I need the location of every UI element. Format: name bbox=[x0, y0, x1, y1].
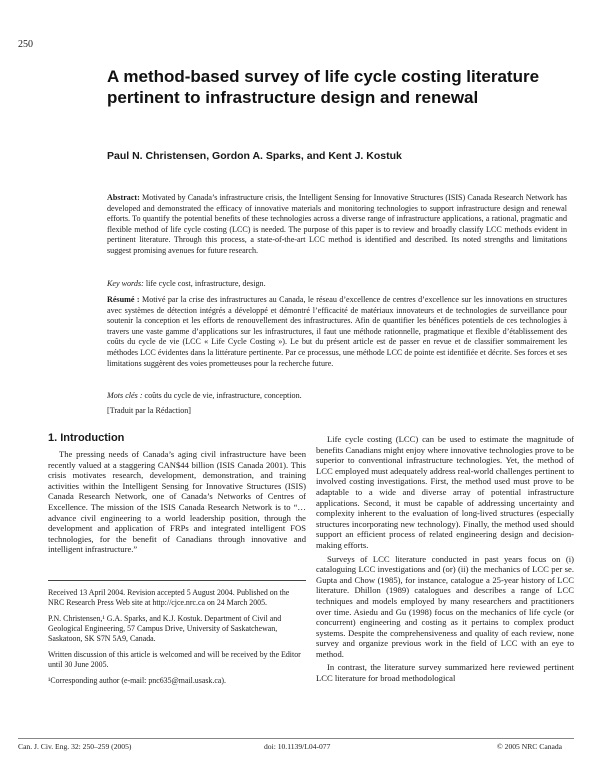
translation-note: [Traduit par la Rédaction] bbox=[107, 406, 191, 415]
abstract bbox=[107, 193, 567, 257]
footer-rule bbox=[18, 738, 574, 739]
right-paragraph-2: Surveys of LCC literature conducted in past years focus on (i) cataloguing LCC investigations and (or) (ii) the mechanics of LCC per se. Gupta and Chow (1985), for instance, catalogue a 25-year history of LCC literature. Dhillon (1989) catalogues and describes a range of LCC techniques and models employed by many researchers and practitioners over time. Asiedu and Gu (1998) focus on the mechanics of life cycle (or concurrent) engineering and costing as it pertains to complex product systems. Despite the comprehensiveness and quality of each review, none survey and organize previous work in the field of LCC with an eye to method. bbox=[316, 553, 574, 659]
footer-copyright: © 2005 NRC Canada bbox=[497, 742, 563, 751]
corresponding-author: ¹Corresponding author (e-mail: pnc635@mail.usask.ca). bbox=[48, 676, 226, 685]
mots-cles-text: coûts du cycle de vie, infrastructure, conception. bbox=[144, 391, 302, 400]
author-list: Paul N. Christensen, Gordon A. Sparks, and Kent J. Kostuk bbox=[107, 150, 402, 162]
author-affiliation: P.N. Christensen,¹ G.A. Sparks, and K.J. Kostuk. Department of Civil and Geological Engineering, 57 Campus Drive, University of Saskatchewan, Saskatoon, SK S7N 5A9, Canada. bbox=[48, 614, 282, 643]
resume bbox=[107, 295, 567, 369]
keywords-text: life cycle cost, infrastructure, design. bbox=[145, 279, 266, 288]
resume-text: Motivé par la crise des infrastructures au Canada, le réseau d’excellence de centres d’excellence sur les innovations en structures avec systèmes de détection intégrés a développé et démontré l’efficacité de matériaux innovateurs et de technologies de surveillance pour soutenir la conception et les efforts de renouvellement des infrastructures. Afin de quantifier les bénéfices potentiels de ces technologies à travers une vaste gamme d’applications sur les infrastructures, il faut une méthode rationnelle, pragmatique et flexible d’établissement des coûts du cycle de vie (LCC « Life Cycle Costing »). Le but du présent article est de passer en revue et de classifier sommairement les méthodes LCC évidentes dans la littérature pertinente. Par ce processus, une méthode LCC de pointe est identifiée et décrite. Ses forces et ses limitations suggèrent des voies prometteuses pour la recherche future. bbox=[107, 295, 567, 368]
right-paragraph-3: In contrast, the literature survey summarized here reviewed pertinent LCC literature for broad methodological bbox=[316, 662, 574, 684]
page-number: 250 bbox=[18, 39, 33, 50]
keywords bbox=[107, 279, 567, 288]
article-info-box bbox=[48, 580, 306, 692]
section-heading-introduction: 1. Introduction bbox=[48, 432, 125, 444]
article-title: A method-based survey of life cycle costing literature pertinent to infrastructure design and renewal bbox=[107, 67, 540, 107]
keywords-label: Key words: bbox=[107, 279, 144, 288]
right-paragraph-1: Life cycle costing (LCC) can be used to estimate the magnitude of benefits Canadians might enjoy where innovative technologies prove to be superior to conventional infrastructure technologies. Yet, the method of LCC employed must adequately address real-world challenges pertinent to involved costing investigations. First, the method used must prove to be adaptable to a wide and diverse array of potential infrastructure applications. Second, it must be capable of addressing uncertainty and complexity inherent to the evaluation of long-lived structures (especially structures incorporating new technology). Finally, the method used should support an efficient process of related engineering design and decision-making efforts. bbox=[316, 434, 574, 550]
discussion-note: Written discussion of this article is welcomed and will be received by the Editor until 30 June 2005. bbox=[48, 650, 301, 669]
mots-cles-label: Mots clés : bbox=[107, 391, 143, 400]
intro-text: The pressing needs of Canada’s aging civil infrastructure have been recently valued at a staggering CAN$44 billion (ISIS Canada 2001). This crisis motivates research, development, demonstration, and training activities within the Intelligent Sensing for Innovative Structures (ISIS) Canada Research Network, one of Canada’s Networks of Centres of Excellence. The mission of the ISIS Canada Research Network is to “… advance civil engineering to a world leadership position, through the development and application of FRPs and integrated intelligent FOS technologies, for the benefit of Canadians through innovative and intelligent infrastructure.” bbox=[48, 449, 306, 555]
footer-doi: doi: 10.1139/L04-077 bbox=[264, 742, 331, 751]
received-note: Received 13 April 2004. Revision accepted 5 August 2004. Published on the NRC Research Press Web site at http://cjce.nrc.ca on 24 March 2005. bbox=[48, 588, 290, 607]
intro-paragraph bbox=[48, 449, 306, 555]
resume-label: Résumé : bbox=[107, 295, 140, 304]
footer-journal: Can. J. Civ. Eng. 32: 250–259 (2005) bbox=[18, 742, 132, 751]
abstract-text: Motivated by Canada’s infrastructure crisis, the Intelligent Sensing for Innovative Structures (ISIS) Canada Research Network has developed and demonstrated the efficacy of innovative materials and monitoring technologies to support infrastructure design and renewal efforts. To quantify the potential benefits of these technologies across a diverse range of infrastructure applications, a rational, pragmatic and flexible method of life cycle costing (LCC) is needed. The purpose of this paper is to review and broadly classify LCC methods evident in pertinent literature. Through this process, a state-of-the-art LCC method is identified and described. Its noted strengths and limitations suggest promising avenues for future research. bbox=[107, 193, 567, 255]
mots-cles bbox=[107, 391, 567, 400]
right-column bbox=[316, 434, 574, 684]
abstract-label: Abstract: bbox=[107, 193, 140, 202]
